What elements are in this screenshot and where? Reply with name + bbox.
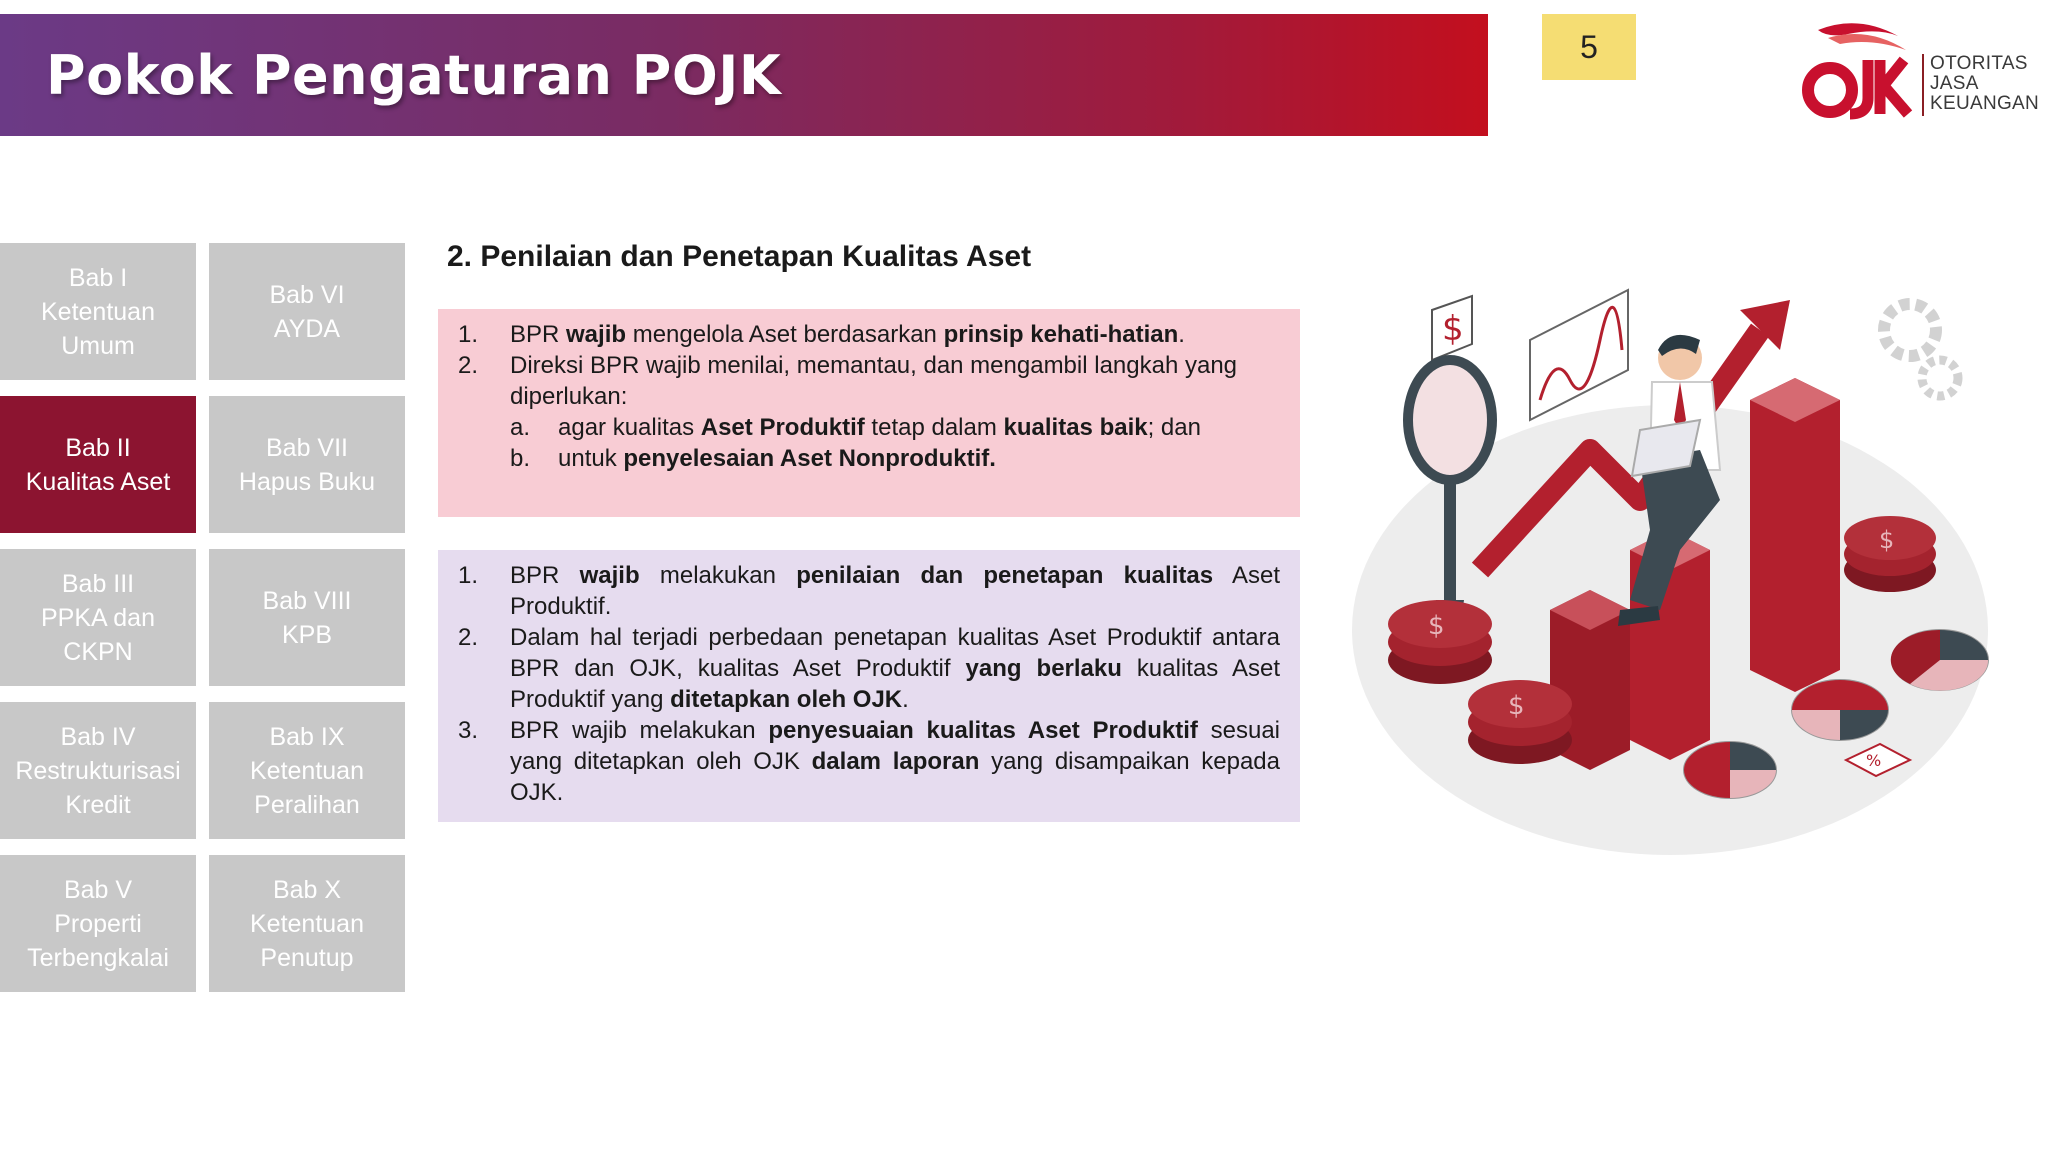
tile-bab-2[interactable]: Bab II Kualitas Aset (0, 396, 196, 533)
section-heading: 2. Penilaian dan Penetapan Kualitas Aset (447, 240, 1032, 273)
item-text: Dalam hal terjadi perbedaan penetapan kualitas Aset Produktif antara BPR dan OJK, kualitas Aset Produktif yang berlaku kualitas Aset Produktif yang ditetapkan oleh OJK. (510, 624, 1280, 713)
dollar-sign-icon (1432, 296, 1472, 360)
tile-bab-4[interactable]: Bab IV Restrukturisasi Kredit (0, 702, 196, 839)
list-item: 2. Dalam hal terjadi perbedaan penetapan kualitas Aset Produktif antara BPR dan OJK, kualitas Aset Produktif yang berlaku kualitas Aset Produktif yang ditetapkan oleh OJK. (458, 624, 1280, 713)
svg-text:$: $ (1508, 691, 1525, 721)
tile-bab-3[interactable]: Bab III PPKA dan CKPN (0, 549, 196, 686)
item-text: Direksi BPR wajib menilai, memantau, dan mengambil langkah yang diperlukan: (510, 352, 1238, 410)
item-text: untuk penyelesaian Aset Nonproduktif. (558, 445, 996, 472)
line-chart-icon (1530, 290, 1628, 420)
tile-bab-5[interactable]: Bab V Properti Terbengkalai (0, 855, 196, 992)
svg-text:$: $ (1428, 611, 1445, 641)
gear-icon (1884, 304, 1958, 396)
page-number-badge: 5 (1542, 14, 1636, 80)
title-banner (0, 14, 1488, 136)
list-item: 1. BPR wajib mengelola Aset berdasarkan prinsip kehati-hatian. (458, 321, 1185, 348)
item-text: BPR wajib melakukan penyesuaian kualitas Aset Produktif sesuai yang ditetapkan oleh OJK dalam laporan yang disampaikan kepada OJK. (510, 717, 1281, 806)
logo-separator (1922, 54, 1924, 116)
tile-bab-1[interactable]: Bab I Ketentuan Umum (0, 243, 196, 380)
item-text: BPR wajib melakukan penilaian dan penetapan kualitas Aset Produktif. (510, 562, 1281, 620)
svg-text:$: $ (1442, 309, 1464, 349)
tile-bab-9[interactable]: Bab IX Ketentuan Peralihan (209, 702, 405, 839)
page-title: Pokok Pengaturan POJK (46, 44, 782, 107)
logo-wordmark: OTORITAS JASA KEUANGAN (1930, 53, 2040, 114)
list-item: 2. Direksi BPR wajib menilai, memantau, dan mengambil langkah yang diperlukan: (458, 350, 1280, 412)
tile-bab-7[interactable]: Bab VII Hapus Buku (209, 396, 405, 533)
tile-bab-6[interactable]: Bab VI AYDA (209, 243, 405, 380)
svg-text:$: $ (1879, 526, 1895, 554)
list-item: 3. BPR wajib melakukan penyesuaian kualitas Aset Produktif sesuai yang ditetapkan oleh OJK dalam laporan yang disampaikan kepada OJK. (458, 717, 1281, 806)
box-quality-assessment (438, 550, 1300, 822)
tile-bab-10[interactable]: Bab X Ketentuan Penutup (209, 855, 405, 992)
finance-growth-illustration (1340, 270, 2000, 870)
item-text: agar kualitas Aset Produktif tetap dalam kualitas baik; dan (558, 414, 1201, 441)
svg-text:%: % (1866, 751, 1882, 770)
tile-bab-8[interactable]: Bab VIII KPB (209, 549, 405, 686)
box-management-principles (438, 309, 1300, 517)
list-item: 1. BPR wajib melakukan penilaian dan penetapan kualitas Aset Produktif. (458, 562, 1281, 620)
sub-list-item: a. agar kualitas Aset Produktif tetap dalam kualitas baik; dan (510, 414, 1201, 441)
item-text: BPR wajib mengelola Aset berdasarkan prinsip kehati-hatian. (510, 321, 1185, 348)
sub-list-item: b. untuk penyelesaian Aset Nonproduktif. (510, 445, 996, 472)
